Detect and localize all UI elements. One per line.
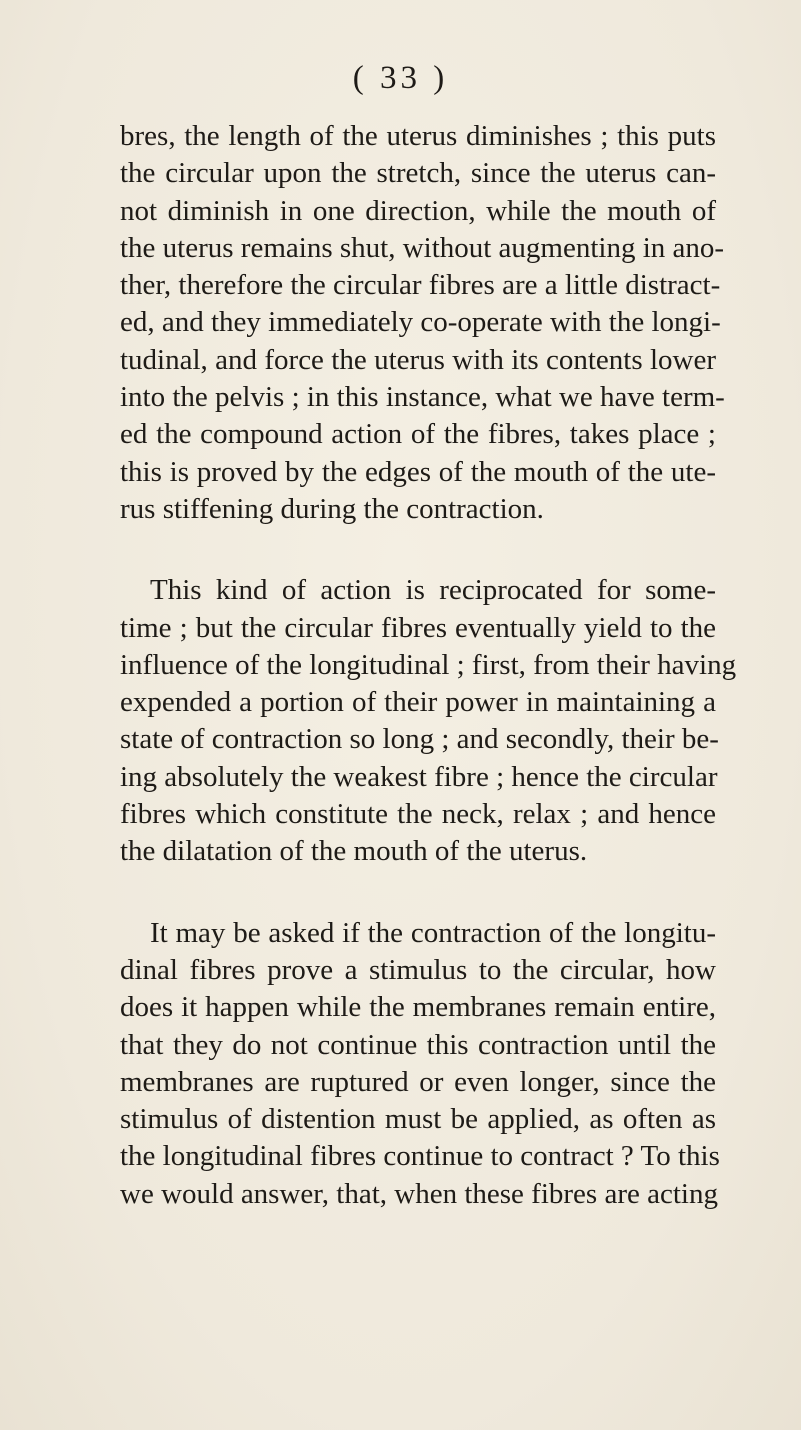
text-line: ed the compound action of the fibres, takes place ; (120, 418, 716, 451)
text-line: This kind of action is reciprocated for some- (150, 574, 716, 607)
text-line: the uterus remains shut, without augmenting in ano- (120, 231, 725, 264)
paragraph-gap (120, 871, 716, 915)
text-line: ther, therefore the circular fibres are a little distract- (120, 269, 721, 302)
text-line: influence of the longitudinal ; first, from their having (120, 648, 737, 681)
text-line: not diminish in one direction, while the mouth of (120, 194, 716, 227)
text-line: bres, the length of the uterus diminishes ; this puts (120, 120, 716, 152)
text-line: the circular upon the stretch, since the uterus can- (120, 157, 716, 190)
text-line: tudinal, and force the uterus with its contents lower (120, 343, 716, 376)
text-line: the longitudinal fibres continue to contract ? To this (120, 1140, 720, 1173)
text-line: time ; but the circular fibres eventually yield to the (120, 611, 716, 644)
text-line: this is proved by the edges of the mouth of the ute- (120, 455, 716, 488)
text-line: does it happen while the membranes remain entire, (120, 991, 716, 1024)
text-line: dinal fibres prove a stimulus to the circular, how (120, 953, 716, 986)
text-line: It may be asked if the contraction of the longitu- (150, 916, 716, 949)
text-line: expended a portion of their power in maintaining a (120, 686, 716, 719)
text-line: that they do not continue this contraction until the (120, 1028, 716, 1061)
body-text (120, 118, 737, 1213)
text-line: we would answer, that, when these fibres are acting (120, 1177, 718, 1210)
paragraph-3 (120, 915, 720, 1213)
paragraph-1 (120, 118, 725, 528)
page-number: ( 33 ) (352, 60, 449, 96)
paragraph-gap (120, 528, 716, 572)
text-line: fibres which constitute the neck, relax ; and hence (120, 798, 716, 831)
text-line: ing absolutely the weakest fibre ; hence the circular (120, 760, 718, 793)
text-line: the dilatation of the mouth of the uterus. (120, 835, 588, 868)
text-line: ed, and they immediately co-operate with the longi- (120, 306, 721, 339)
text-line: rus stiffening during the contraction. (120, 492, 544, 525)
text-line: state of contraction so long ; and secondly, their be- (120, 723, 719, 756)
text-line: membranes are ruptured or even longer, since the (120, 1065, 716, 1098)
text-line: into the pelvis ; in this instance, what we have term- (120, 381, 725, 414)
paragraph-2 (120, 572, 737, 870)
text-line: stimulus of distention must be applied, as often as (120, 1103, 716, 1136)
